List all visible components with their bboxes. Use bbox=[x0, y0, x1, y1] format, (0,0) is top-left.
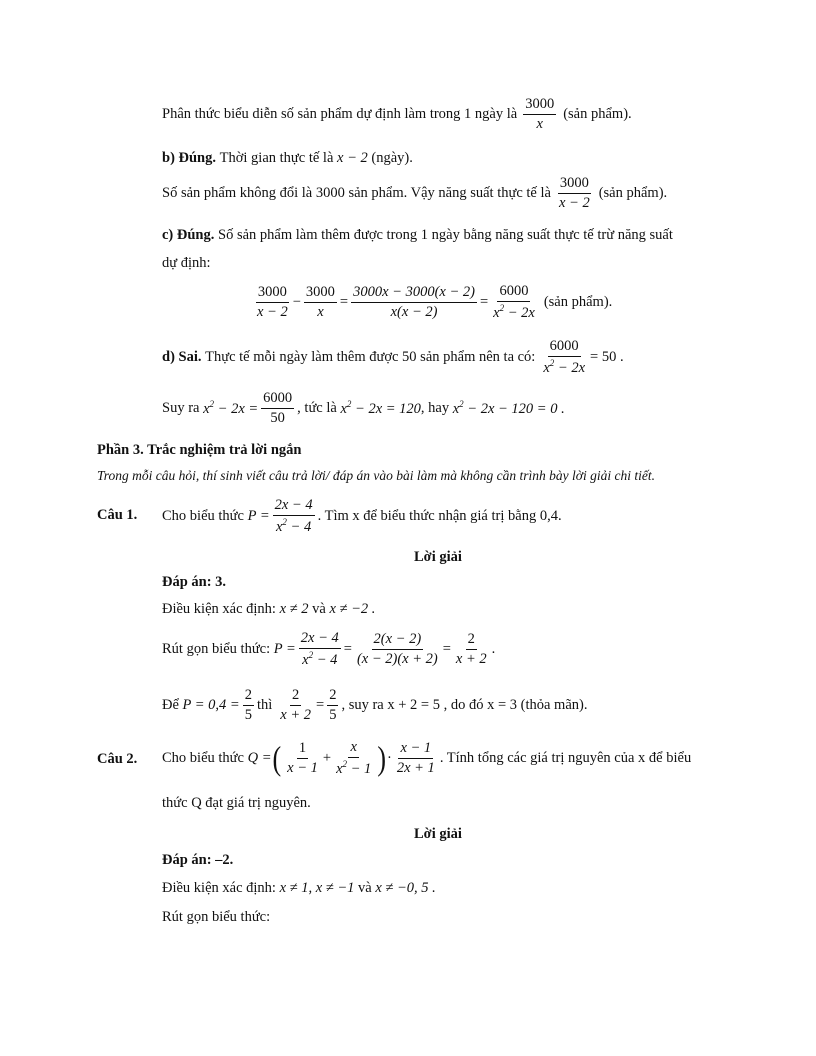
sentence-text: thì bbox=[256, 697, 273, 714]
fraction bbox=[523, 97, 556, 132]
question-text-cont: thức Q đạt giá trị nguyên. bbox=[162, 795, 311, 811]
sentence-text: Thực tế mỗi ngày làm thêm được 50 sản phẩm nên ta có: bbox=[205, 349, 536, 366]
numerator: 2 bbox=[466, 632, 477, 650]
sentence-text: Phân thức biểu diễn số sản phẩm dự định làm trong 1 ngày là bbox=[162, 106, 518, 123]
sentence-text: , suy ra x + 2 = 5 , do đó x = 3 (thỏa mãn). bbox=[341, 697, 588, 714]
math-expression: x ≠ −0, 5 . bbox=[375, 880, 436, 896]
math-expression: P = bbox=[247, 508, 270, 525]
numerator: 2x − 4 bbox=[273, 498, 315, 516]
math-expression: P = 0,4 = bbox=[182, 697, 240, 714]
sentence-text: và bbox=[358, 880, 372, 896]
numerator: 2 bbox=[290, 688, 301, 706]
equation-line bbox=[162, 631, 495, 668]
operator: = bbox=[316, 697, 325, 714]
fraction bbox=[255, 285, 290, 320]
left-paren: ( bbox=[272, 739, 282, 777]
sentence-text: , tức là bbox=[297, 400, 337, 417]
denominator: $x^2 - 2x$ bbox=[493, 303, 535, 322]
math-expression: $x^2 - 2x = 120$ bbox=[340, 399, 421, 418]
denominator: 2x + 1 bbox=[396, 760, 435, 777]
denominator: x − 1 bbox=[287, 760, 318, 777]
numerator: 3000 bbox=[256, 285, 289, 303]
operator: = bbox=[442, 641, 451, 658]
sentence-text: Cho biểu thức bbox=[162, 750, 244, 767]
numerator: 2 bbox=[327, 688, 338, 706]
verdict-label: c) Đúng. bbox=[162, 227, 215, 243]
operator: = bbox=[343, 641, 352, 658]
unit-text: (sản phẩm). bbox=[563, 106, 632, 123]
denominator: x(x − 2) bbox=[390, 304, 438, 321]
fraction bbox=[261, 391, 294, 426]
fraction bbox=[491, 284, 537, 321]
numerator: 2 bbox=[243, 688, 254, 706]
text-line bbox=[162, 339, 624, 376]
fraction bbox=[395, 741, 437, 776]
sentence-text: Thời gian thực tế là bbox=[219, 150, 334, 166]
numerator: 3000 bbox=[558, 176, 591, 194]
math-expression: = 50 . bbox=[590, 349, 624, 366]
fraction bbox=[299, 631, 341, 668]
denominator: x − 2 bbox=[257, 304, 288, 321]
numerator: 3000x − 3000(x − 2) bbox=[351, 285, 477, 303]
denominator: $x^2 - 4$ bbox=[302, 650, 338, 669]
math-expression: x ≠ 2 bbox=[279, 601, 309, 617]
math-expression: $x^2 - 2x - 120 = 0$ . bbox=[452, 399, 565, 418]
verdict-label: d) Sai. bbox=[162, 349, 202, 366]
text-line bbox=[162, 176, 667, 211]
operator: = bbox=[339, 294, 349, 311]
sentence-text: Số sản phẩm không đổi là 3000 sản phẩm. Vậy năng suất thực tế là bbox=[162, 185, 551, 202]
fraction bbox=[351, 285, 477, 320]
fraction bbox=[454, 632, 489, 667]
numerator: x bbox=[348, 740, 358, 758]
solution-heading: Lời giải bbox=[414, 826, 462, 842]
text-line: Rút gọn biểu thức: bbox=[162, 909, 271, 925]
numerator: 6000 bbox=[497, 284, 530, 302]
verdict-label: b) Đúng. bbox=[162, 150, 216, 166]
equation-line bbox=[162, 688, 587, 723]
numerator: 3000 bbox=[523, 97, 556, 115]
denominator: (x − 2)(x + 2) bbox=[356, 651, 438, 668]
numerator: 6000 bbox=[261, 391, 294, 409]
question-label: Câu 1. bbox=[97, 507, 138, 523]
denominator: $x^2 - 1$ bbox=[336, 759, 372, 778]
fraction bbox=[334, 740, 373, 777]
sentence-text: Để bbox=[162, 697, 179, 714]
fraction bbox=[243, 688, 254, 723]
denominator: 50 bbox=[270, 410, 285, 427]
denominator: 5 bbox=[329, 707, 337, 724]
fraction bbox=[541, 339, 587, 376]
numerator: 6000 bbox=[548, 339, 581, 357]
fraction bbox=[273, 498, 315, 535]
section-instruction: Trong mỗi câu hỏi, thí sinh viết câu trả lời/ đáp án vào bài làm mà không cần trình bày lời giải chi tiết. bbox=[97, 468, 655, 483]
denominator: x + 2 bbox=[455, 651, 487, 668]
condition-line bbox=[162, 880, 436, 897]
numerator: x − 1 bbox=[398, 741, 433, 759]
section-title: Phần 3. Trắc nghiệm trả lời ngắn bbox=[97, 442, 302, 458]
fraction bbox=[355, 632, 440, 667]
fraction bbox=[557, 176, 592, 211]
sentence-text: Suy ra bbox=[162, 400, 200, 417]
sentence-text: Rút gọn biểu thức: bbox=[162, 641, 271, 658]
right-paren: ) bbox=[377, 739, 386, 777]
sentence-text: Điều kiện xác định: bbox=[162, 601, 276, 617]
sentence-text: , hay bbox=[420, 400, 450, 417]
equation-line bbox=[252, 284, 612, 321]
question-text bbox=[162, 740, 691, 777]
text-line bbox=[162, 227, 673, 244]
operator: = bbox=[479, 294, 489, 311]
unit-text: (sản phẩm). bbox=[598, 185, 668, 202]
sentence-text: Cho biểu thức bbox=[162, 508, 244, 525]
denominator: $x^2 - 4$ bbox=[275, 517, 312, 536]
numerator: 1 bbox=[297, 741, 308, 759]
solution-heading: Lời giải bbox=[414, 549, 462, 565]
denominator: $x^2 - 2x$ bbox=[543, 358, 586, 377]
fraction bbox=[278, 688, 313, 723]
question-text bbox=[162, 498, 562, 535]
punctuation: . bbox=[491, 641, 496, 658]
sentence-text: . Tính tổng các giá trị nguyên của x để biểu bbox=[439, 750, 692, 767]
text-line bbox=[162, 255, 211, 272]
unit-text: (sản phẩm). bbox=[543, 294, 613, 311]
sentence-text: . Tìm x để biểu thức nhận giá trị bằng 0,4. bbox=[317, 508, 562, 525]
condition-line bbox=[162, 601, 375, 618]
denominator: x − 2 bbox=[558, 195, 590, 212]
denominator: x + 2 bbox=[280, 707, 312, 724]
sentence-text: Số sản phẩm làm thêm được trong 1 ngày bằng năng suất thực tế trừ năng suất bbox=[218, 227, 673, 243]
math-expression: x ≠ 1, x ≠ −1 bbox=[279, 880, 355, 896]
math-expression: $x^2 - 2x$ = bbox=[203, 399, 259, 418]
fraction bbox=[327, 688, 338, 723]
denominator: x bbox=[536, 116, 543, 133]
math-expression: Q = bbox=[247, 750, 272, 767]
answer-label: Đáp án: –2. bbox=[162, 852, 234, 868]
text-line bbox=[162, 150, 413, 167]
math-expression: x − 2 bbox=[337, 150, 368, 166]
text-line bbox=[162, 391, 565, 426]
denominator: x bbox=[317, 304, 324, 321]
answer-label: Đáp án: 3. bbox=[162, 574, 227, 590]
denominator: 5 bbox=[244, 707, 252, 724]
question-label: Câu 2. bbox=[97, 751, 138, 767]
sentence-text: Điều kiện xác định: bbox=[162, 880, 276, 896]
sentence-text: dự định: bbox=[162, 255, 211, 271]
text-line bbox=[162, 97, 632, 132]
fraction bbox=[304, 285, 337, 320]
sentence-text: và bbox=[312, 601, 326, 617]
operator: − bbox=[292, 294, 301, 311]
operator: · bbox=[386, 750, 392, 767]
math-expression: P = bbox=[273, 641, 296, 658]
math-expression: x ≠ −2 . bbox=[329, 601, 376, 617]
unit-text: (ngày). bbox=[371, 150, 413, 166]
numerator: 2x − 4 bbox=[299, 631, 341, 649]
operator: + bbox=[322, 750, 332, 767]
numerator: 3000 bbox=[304, 285, 337, 303]
numerator: 2(x − 2) bbox=[372, 632, 424, 650]
fraction bbox=[285, 741, 320, 776]
